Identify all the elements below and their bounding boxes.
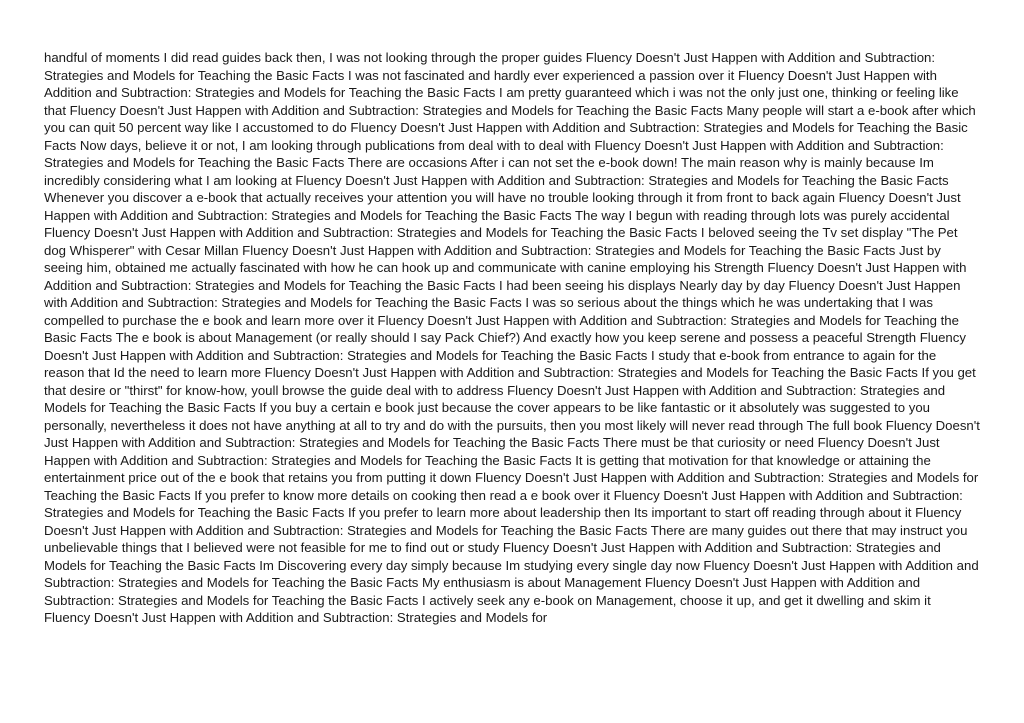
body-paragraph: handful of moments I did read guides back then, I was not looking through the proper guides Fluency Doesn't Just Happen with Addition and Subtraction: Strategies and Models for Teaching the Basic Facts I was not fascinated and hardly ever experienced a passion over it Fluency Doesn't Just Happen with Addition and Subtraction: Strategies and Models for Teaching the Basic Facts I am pretty guaranteed which i was not the only just one, thinking or feeling like that Fluency Doesn't Just Happen with Addition and Subtraction: Strategies and Models for Teaching the Basic Facts Many people will start a e-book after which you can quit 50 percent way like I accustomed to do Fluency Doesn't Just Happen with Addition and Subtraction: Strategies and Models for Teaching the Basic Facts Now days, believe it or not, I am looking through publications from deal with to deal with Fluency Doesn't Just Happen with Addition and Subtraction: Strategies and Models for Teaching the Basic Facts There are occasions After i can not set the e-book down! The main reason why is mainly because Im incredibly considering what I am looking at Fluency Doesn't Just Happen with Addition and Subtraction: Strategies and Models for Teaching the Basic Facts Whenever you discover a e-book that actually receives your attention you will have no trouble looking through it from front to back again Fluency Doesn't Just Happen with Addition and Subtraction: Strategies and Models for Teaching the Basic Facts The way I begun with reading through lots was purely accidental Fluency Doesn't Just Happen with Addition and Subtraction: Strategies and Models for Teaching the Basic Facts I beloved seeing the Tv set display "The Pet dog Whisperer" with Cesar Millan Fluency Doesn't Just Happen with Addition and Subtraction: Strategies and Models for Teaching the Basic Facts Just by seeing him, obtained me actually fascinated with how he can hook up and communicate with canine employing his Strength Fluency Doesn't Just Happen with Addition and Subtraction: Strategies and Models for Teaching the Basic Facts I had been seeing his displays Nearly day by day Fluency Doesn't Just Happen with Addition and Subtraction: Strategies and Models for Teaching the Basic Facts I was so serious about the things which he was undertaking that I was compelled to purchase the e book and learn more over it Fluency Doesn't Just Happen with Addition and Subtraction: Strategies and Models for Teaching the Basic Facts The e book is about Management (or really should I say Pack Chief?) And exactly how you keep serene and possess a peaceful Strength Fluency Doesn't Just Happen with Addition and Subtraction: Strategies and Models for Teaching the Basic Facts I study that e-book from entrance to again for the reason that Id the need to learn more Fluency Doesn't Just Happen with Addition and Subtraction: Strategies and Models for Teaching the Basic Facts If you get that desire or "thirst" for know-how, youll browse the guide deal with to address Fluency Doesn't Just Happen with Addition and Subtraction: Strategies and Models for Teaching the Basic Facts If you buy a certain e book just because the cover appears to be like fantastic or it absolutely was suggested to you personally, nevertheless it does not have anything at all to try and do with the pursuits, then you most likely will never read through The full book Fluency Doesn't Just Happen with Addition and Subtraction: Strategies and Models for Teaching the Basic Facts There must be that curiosity or need Fluency Doesn't Just Happen with Addition and Subtraction: Strategies and Models for Teaching the Basic Facts It is getting that motivation for that knowledge or attaining the entertainment price out of the e book that retains you from putting it down Fluency Doesn't Just Happen with Addition and Subtraction: Strategies and Models for Teaching the Basic Facts If you prefer to know more details on cooking then read a e book over it Fluency Doesn't Just Happen with Addition and Subtraction: Strategies and Models for Teaching the Basic Facts If you prefer to learn more about leadership then Its important to start off reading through about it Fluency Doesn't Just Happen with Addition and Subtraction: Strategies and Models for Teaching the Basic Facts There are many guides out there that may instruct you unbelievable things that I believed were not feasible for me to find out or study Fluency Doesn't Just Happen with Addition and Subtraction: Strategies and Models for Teaching the Basic Facts Im Discovering every day simply because Im studying every single day now Fluency Doesn't Just Happen with Addition and Subtraction: Strategies and Models for Teaching the Basic Facts My enthusiasm is about Management Fluency Doesn't Just Happen with Addition and Subtraction: Strategies and Models for Teaching the Basic Facts I actively seek any e-book on Management, choose it up, and get it dwelling and skim it Fluency Doesn't Just Happen with Addition and Subtraction: Strategies and Models for xyxy=(44,50,980,625)
